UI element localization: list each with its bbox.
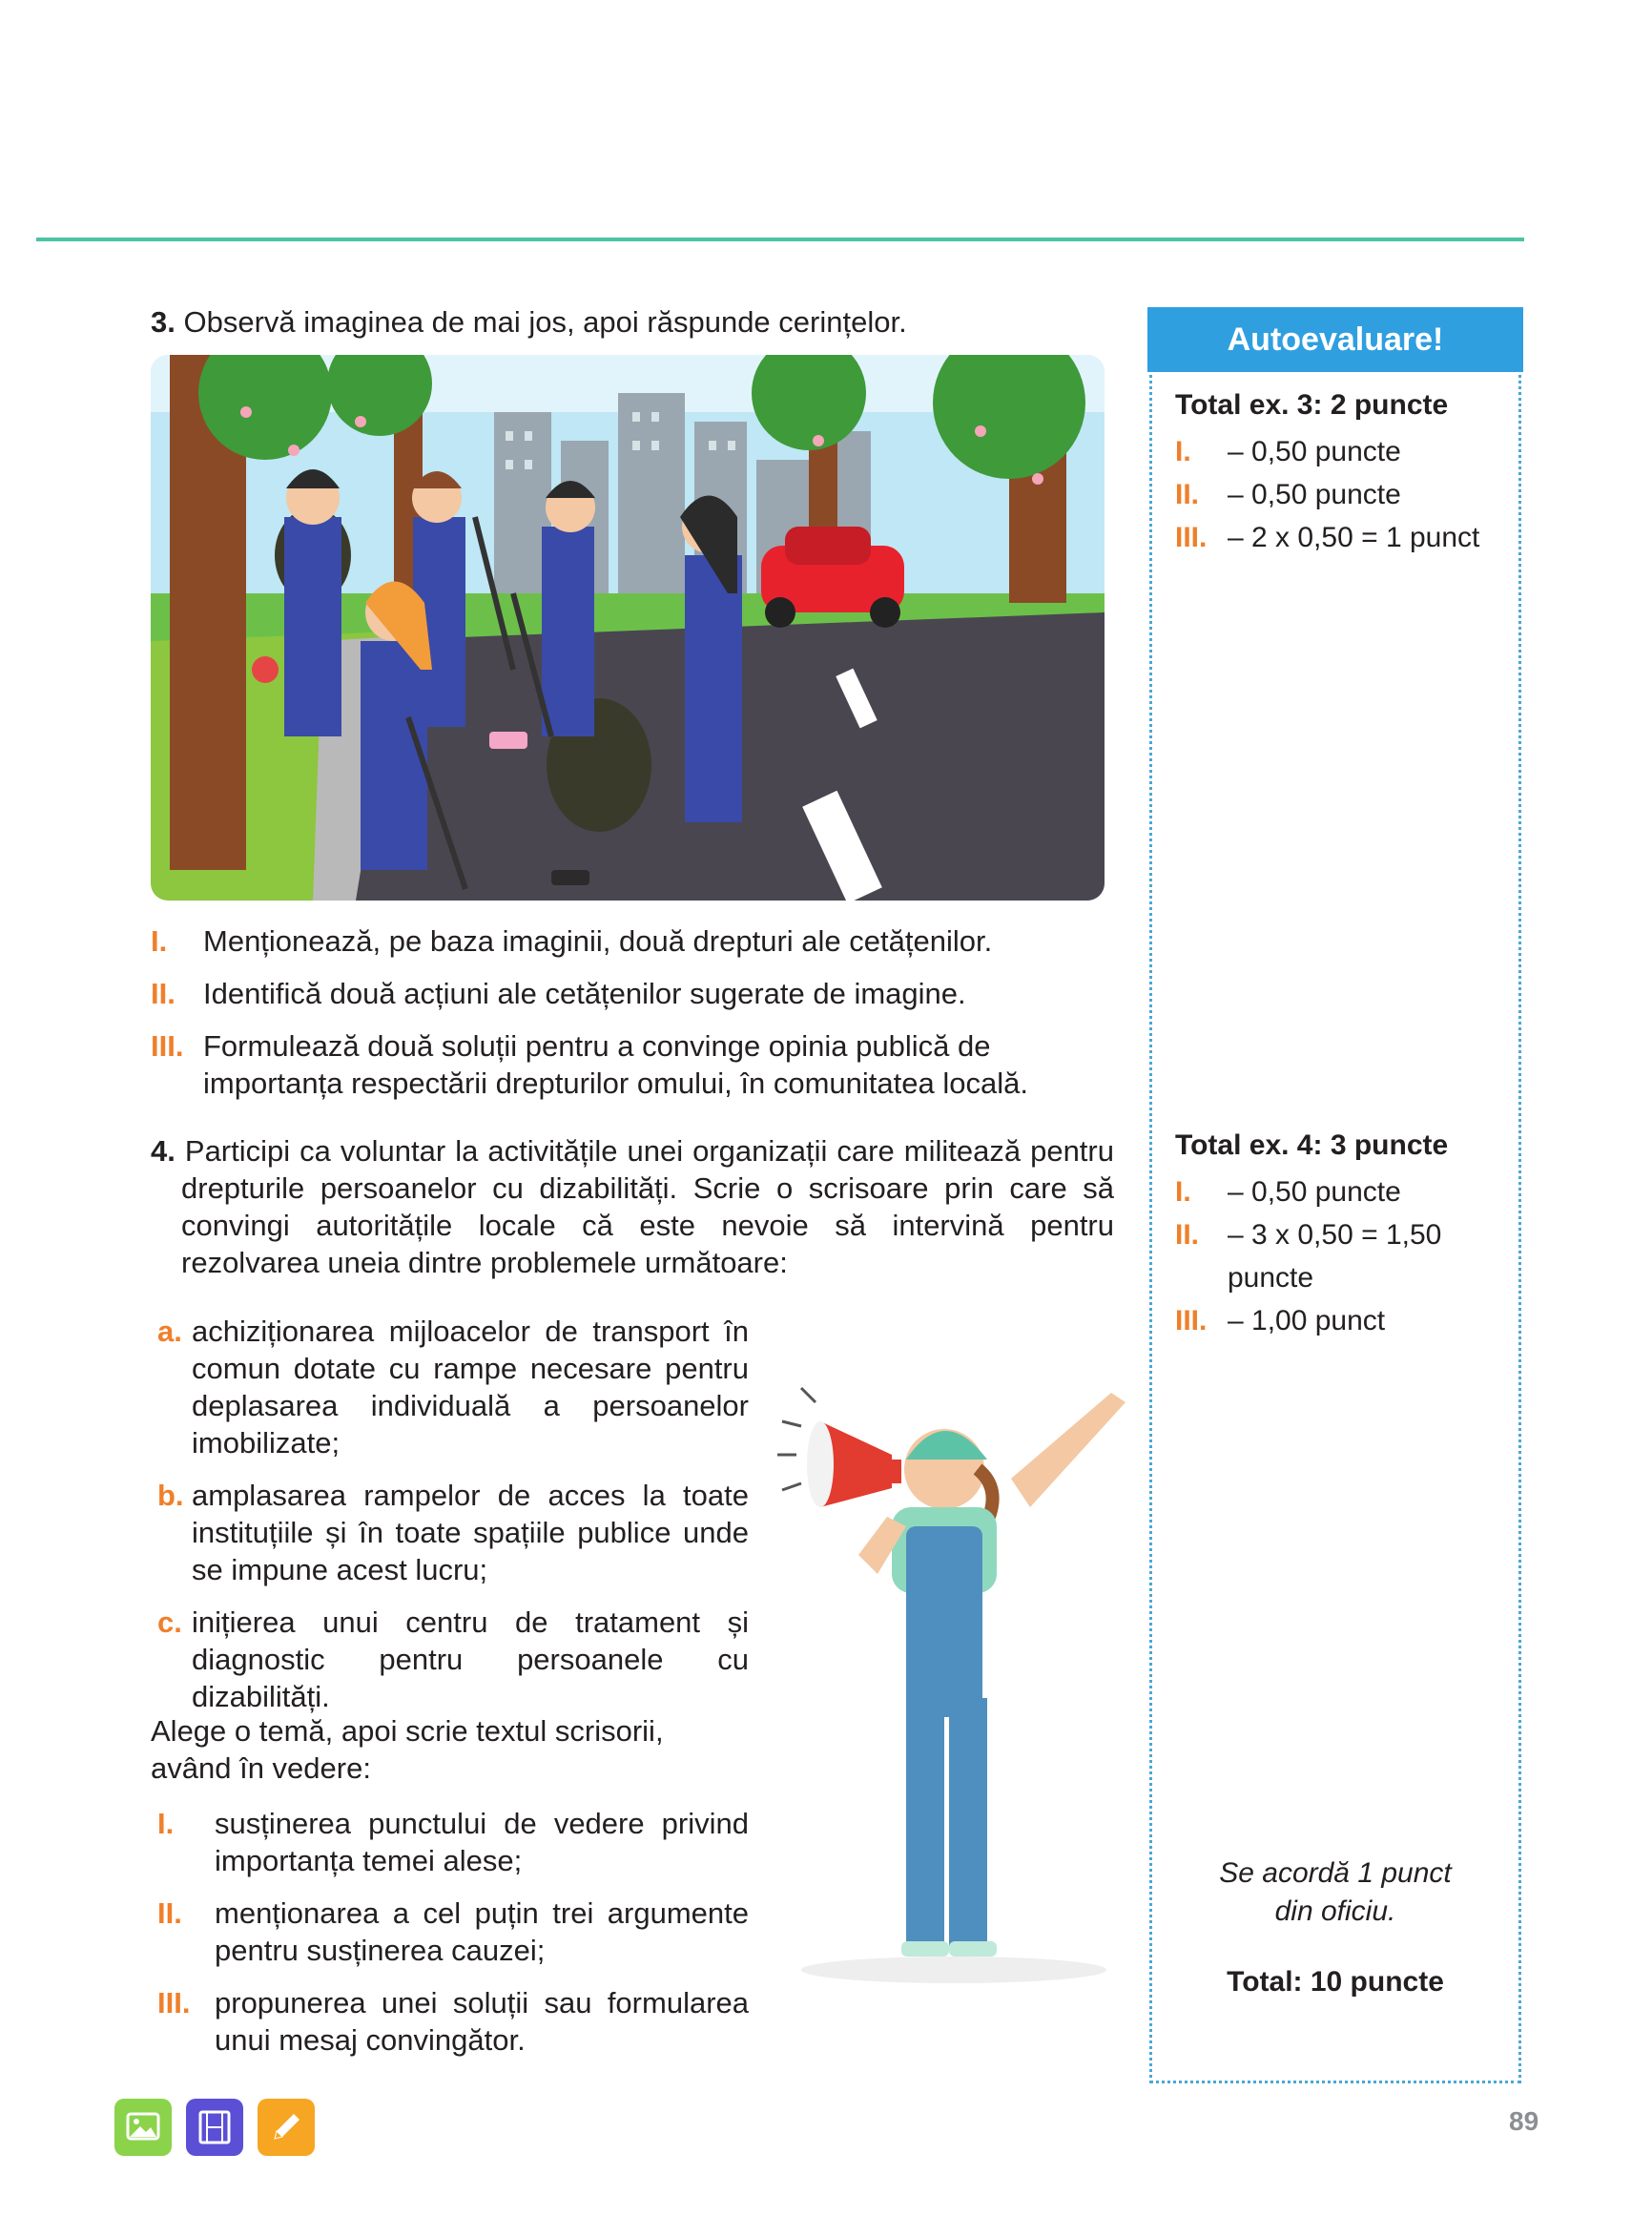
list-item	[157, 1477, 749, 1588]
score-line	[1175, 516, 1509, 559]
pencil-icon[interactable]	[258, 2099, 315, 2156]
list-marker: I.	[157, 1807, 175, 1840]
exercise-4-prompt	[151, 1132, 1114, 1281]
score-marker: II.	[1175, 1219, 1200, 1251]
list-marker: II.	[151, 977, 176, 1010]
score-marker: I.	[1175, 1176, 1191, 1208]
list-item	[157, 1984, 749, 2059]
list-item-text: achiziționarea mijloacelor de transport în comun dotate cu rampe necesare pentru deplasarea individuală a persoanelor imobilizate;	[192, 1315, 749, 1460]
exercise-3-number: 3.	[151, 305, 176, 339]
exercise-4-text: Participi ca voluntar la activitățile unei organizații care militează pentru drepturile persoanelor cu dizabilități. Scrie o scrisoare prin care să convingi autoritățile locale că este nevoie să intervină pentru rezolvarea uneia dintre problemele următoare:	[181, 1134, 1114, 1279]
list-item-text: amplasarea rampelor de acces la toate instituțiile și în toate spațiile publice unde se impune acest lucru;	[192, 1479, 749, 1586]
list-item	[151, 1027, 1114, 1102]
bonus-point-line-2: din oficiu.	[1274, 1895, 1396, 1927]
megaphone-girl-illustration	[773, 1383, 1135, 1994]
list-item	[151, 975, 1114, 1012]
score-text: – 0,50 puncte	[1228, 479, 1401, 510]
list-marker: II.	[157, 1896, 182, 1930]
list-item-text: propunerea unei soluții sau formularea unui mesaj convingător.	[215, 1986, 749, 2057]
score-marker: II.	[1175, 479, 1200, 510]
exercise-4-requirements	[157, 1805, 749, 2074]
score-line	[1175, 1213, 1509, 1299]
exercise-3-scores	[1175, 386, 1509, 559]
list-item	[157, 1895, 749, 1969]
exercise-3-heading	[151, 303, 1114, 341]
exercise-3-total: Total ex. 3: 2 puncte	[1175, 389, 1449, 421]
score-line	[1175, 1299, 1509, 1342]
list-item	[157, 1604, 749, 1715]
list-marker: I.	[151, 924, 168, 958]
score-text: – 3 x 0,50 = 1,50 puncte	[1228, 1219, 1442, 1294]
cleanup-illustration	[151, 355, 1105, 901]
image-icon[interactable]	[114, 2099, 172, 2156]
score-text: – 0,50 puncte	[1228, 436, 1401, 467]
score-line	[1175, 1170, 1509, 1213]
exercise-3-questions	[151, 922, 1114, 1117]
list-item-text: susținerea punctului de vedere privind importanța temei alese;	[215, 1807, 749, 1877]
list-marker: III.	[151, 1029, 184, 1063]
list-marker: a.	[157, 1315, 182, 1348]
list-item-text: Menționează, pe baza imaginii, două drepturi ale cetățenilor.	[203, 924, 993, 958]
list-item	[151, 922, 1114, 960]
score-text: – 2 x 0,50 = 1 punct	[1228, 522, 1480, 553]
score-line	[1175, 430, 1509, 473]
list-item-text: Identifică două acțiuni ale cetățenilor sugerate de imagine.	[203, 977, 966, 1010]
exercise-4-scores	[1175, 1127, 1509, 1342]
list-marker: b.	[157, 1479, 184, 1512]
score-text: – 1,00 punct	[1228, 1305, 1386, 1336]
exercise-4-options	[157, 1313, 749, 1730]
list-marker: c.	[157, 1605, 182, 1639]
exercise-4-total: Total ex. 4: 3 puncte	[1175, 1129, 1449, 1161]
score-marker: III.	[1175, 1305, 1208, 1336]
score-text: – 0,50 puncte	[1228, 1176, 1401, 1208]
list-item	[157, 1805, 749, 1879]
list-item	[157, 1313, 749, 1461]
list-marker: III.	[157, 1986, 191, 2019]
list-item-text: menționarea a cel puțin trei argumente pentru susținerea cauzei;	[215, 1896, 749, 1967]
exercise-4-choose-text: Alege o temă, apoi scrie textul scrisorii, având în vedere:	[151, 1714, 664, 1785]
score-marker: III.	[1175, 522, 1208, 553]
list-item-text: Formulează două soluții pentru a convinge opinia publică de importanța respectării drepturilor omului, în comunitatea locală.	[203, 1029, 1028, 1100]
grand-total: Total: 10 puncte	[1227, 1966, 1444, 1998]
exercise-4-number: 4.	[151, 1134, 176, 1168]
bonus-point-line-1: Se acordă 1 punct	[1219, 1857, 1452, 1889]
film-icon[interactable]	[186, 2099, 243, 2156]
score-marker: I.	[1175, 436, 1191, 467]
list-item-text: inițierea unui centru de tratament și diagnostic pentru persoanele cu dizabilități.	[192, 1605, 749, 1713]
bonus-point-note	[1149, 1854, 1521, 1931]
exercise-3-instruction: Observă imaginea de mai jos, apoi răspunde cerințelor.	[183, 305, 907, 339]
score-line	[1175, 473, 1509, 516]
top-divider	[36, 238, 1524, 241]
self-assessment-title: Autoevaluare!	[1147, 307, 1523, 372]
page-number: 89	[1509, 2106, 1539, 2136]
